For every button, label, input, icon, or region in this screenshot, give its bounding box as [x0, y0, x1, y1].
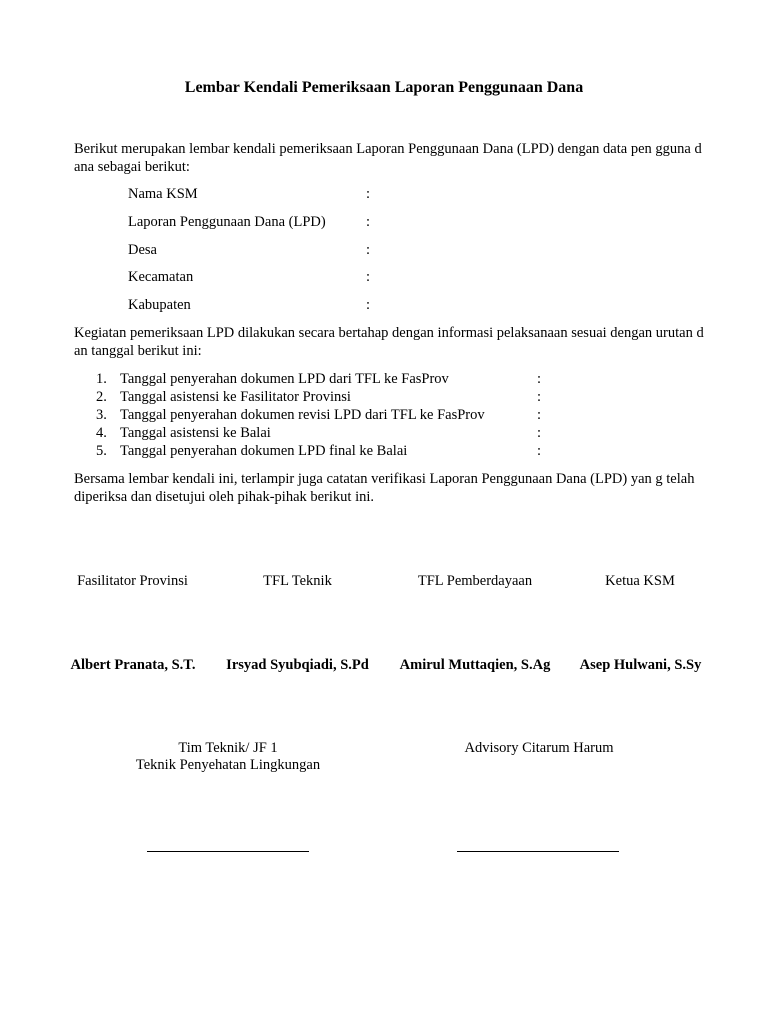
- field-label-kabupaten: Kabupaten: [128, 297, 191, 313]
- approver-advisory-title: Advisory Citarum Harum: [464, 740, 614, 756]
- step-number: 4.: [96, 425, 107, 441]
- field-label-desa: Desa: [128, 242, 157, 258]
- field-label-nama-ksm: Nama KSM: [128, 186, 198, 202]
- signatory-role-fasilitator: Fasilitator Provinsi: [77, 573, 188, 589]
- signatory-role-ketua-ksm: Ketua KSM: [605, 573, 675, 589]
- signature-line-advisory: [457, 851, 619, 852]
- process-paragraph: Kegiatan pemeriksaan LPD dilakukan secara bertahap dengan informasi pelaksanaan sesuai dengan urutan dan tanggal berikut ini:: [74, 325, 704, 359]
- field-colon: :: [366, 214, 371, 230]
- step-colon: :: [537, 389, 542, 405]
- field-colon: :: [366, 269, 371, 285]
- signatory-role-tfl-pemberdayaan: TFL Pemberdayaan: [417, 573, 533, 589]
- step-colon: :: [537, 371, 542, 387]
- step-number: 1.: [96, 371, 107, 387]
- step-label: Tanggal penyerahan dokumen LPD final ke Balai: [120, 443, 408, 459]
- signatory-name-tfl-pemberdayaan: Amirul Muttaqien, S.Ag: [399, 657, 551, 673]
- signatory-role-tfl-teknik: TFL Teknik: [263, 573, 332, 589]
- document-title: Lembar Kendali Pemeriksaan Laporan Penggunaan Dana: [184, 79, 584, 96]
- field-colon: :: [366, 297, 371, 313]
- signatory-name-tfl-teknik: Irsyad Syubqiadi, S.Pd: [226, 657, 369, 673]
- intro-paragraph: Berikut merupakan lembar kendali pemeriksaan Laporan Penggunaan Dana (LPD) dengan data pen gguna dana sebagai berikut:: [74, 141, 702, 175]
- step-label: Tanggal penyerahan dokumen revisi LPD dari TFL ke FasProv: [120, 407, 485, 423]
- closing-paragraph: Bersama lembar kendali ini, terlampir juga catatan verifikasi Laporan Penggunaan Dana (LPD) yan g telah diperiksa dan disetujui oleh pihak-pihak berikut ini.: [74, 471, 695, 505]
- field-colon: :: [366, 242, 371, 258]
- signatory-name-fasilitator: Albert Pranata, S.T.: [70, 657, 196, 673]
- approver-tim-teknik-title: Tim Teknik/ JF 1: [178, 740, 278, 756]
- field-label-kecamatan: Kecamatan: [128, 269, 194, 285]
- step-label: Tanggal asistensi ke Fasilitator Provinsi: [120, 389, 351, 405]
- field-colon: :: [366, 186, 371, 202]
- step-number: 3.: [96, 407, 107, 423]
- step-label: Tanggal penyerahan dokumen LPD dari TFL ke FasProv: [120, 371, 449, 387]
- signatory-name-ketua-ksm: Asep Hulwani, S.Sy: [579, 657, 702, 673]
- approver-tim-teknik-subtitle: Teknik Penyehatan Lingkungan: [135, 757, 321, 773]
- step-colon: :: [537, 425, 542, 441]
- step-number: 5.: [96, 443, 107, 459]
- step-number: 2.: [96, 389, 107, 405]
- step-colon: :: [537, 443, 542, 459]
- field-label-lpd: Laporan Penggunaan Dana (LPD): [128, 214, 326, 230]
- step-colon: :: [537, 407, 542, 423]
- signature-line-tim-teknik: [147, 851, 309, 852]
- step-label: Tanggal asistensi ke Balai: [120, 425, 271, 441]
